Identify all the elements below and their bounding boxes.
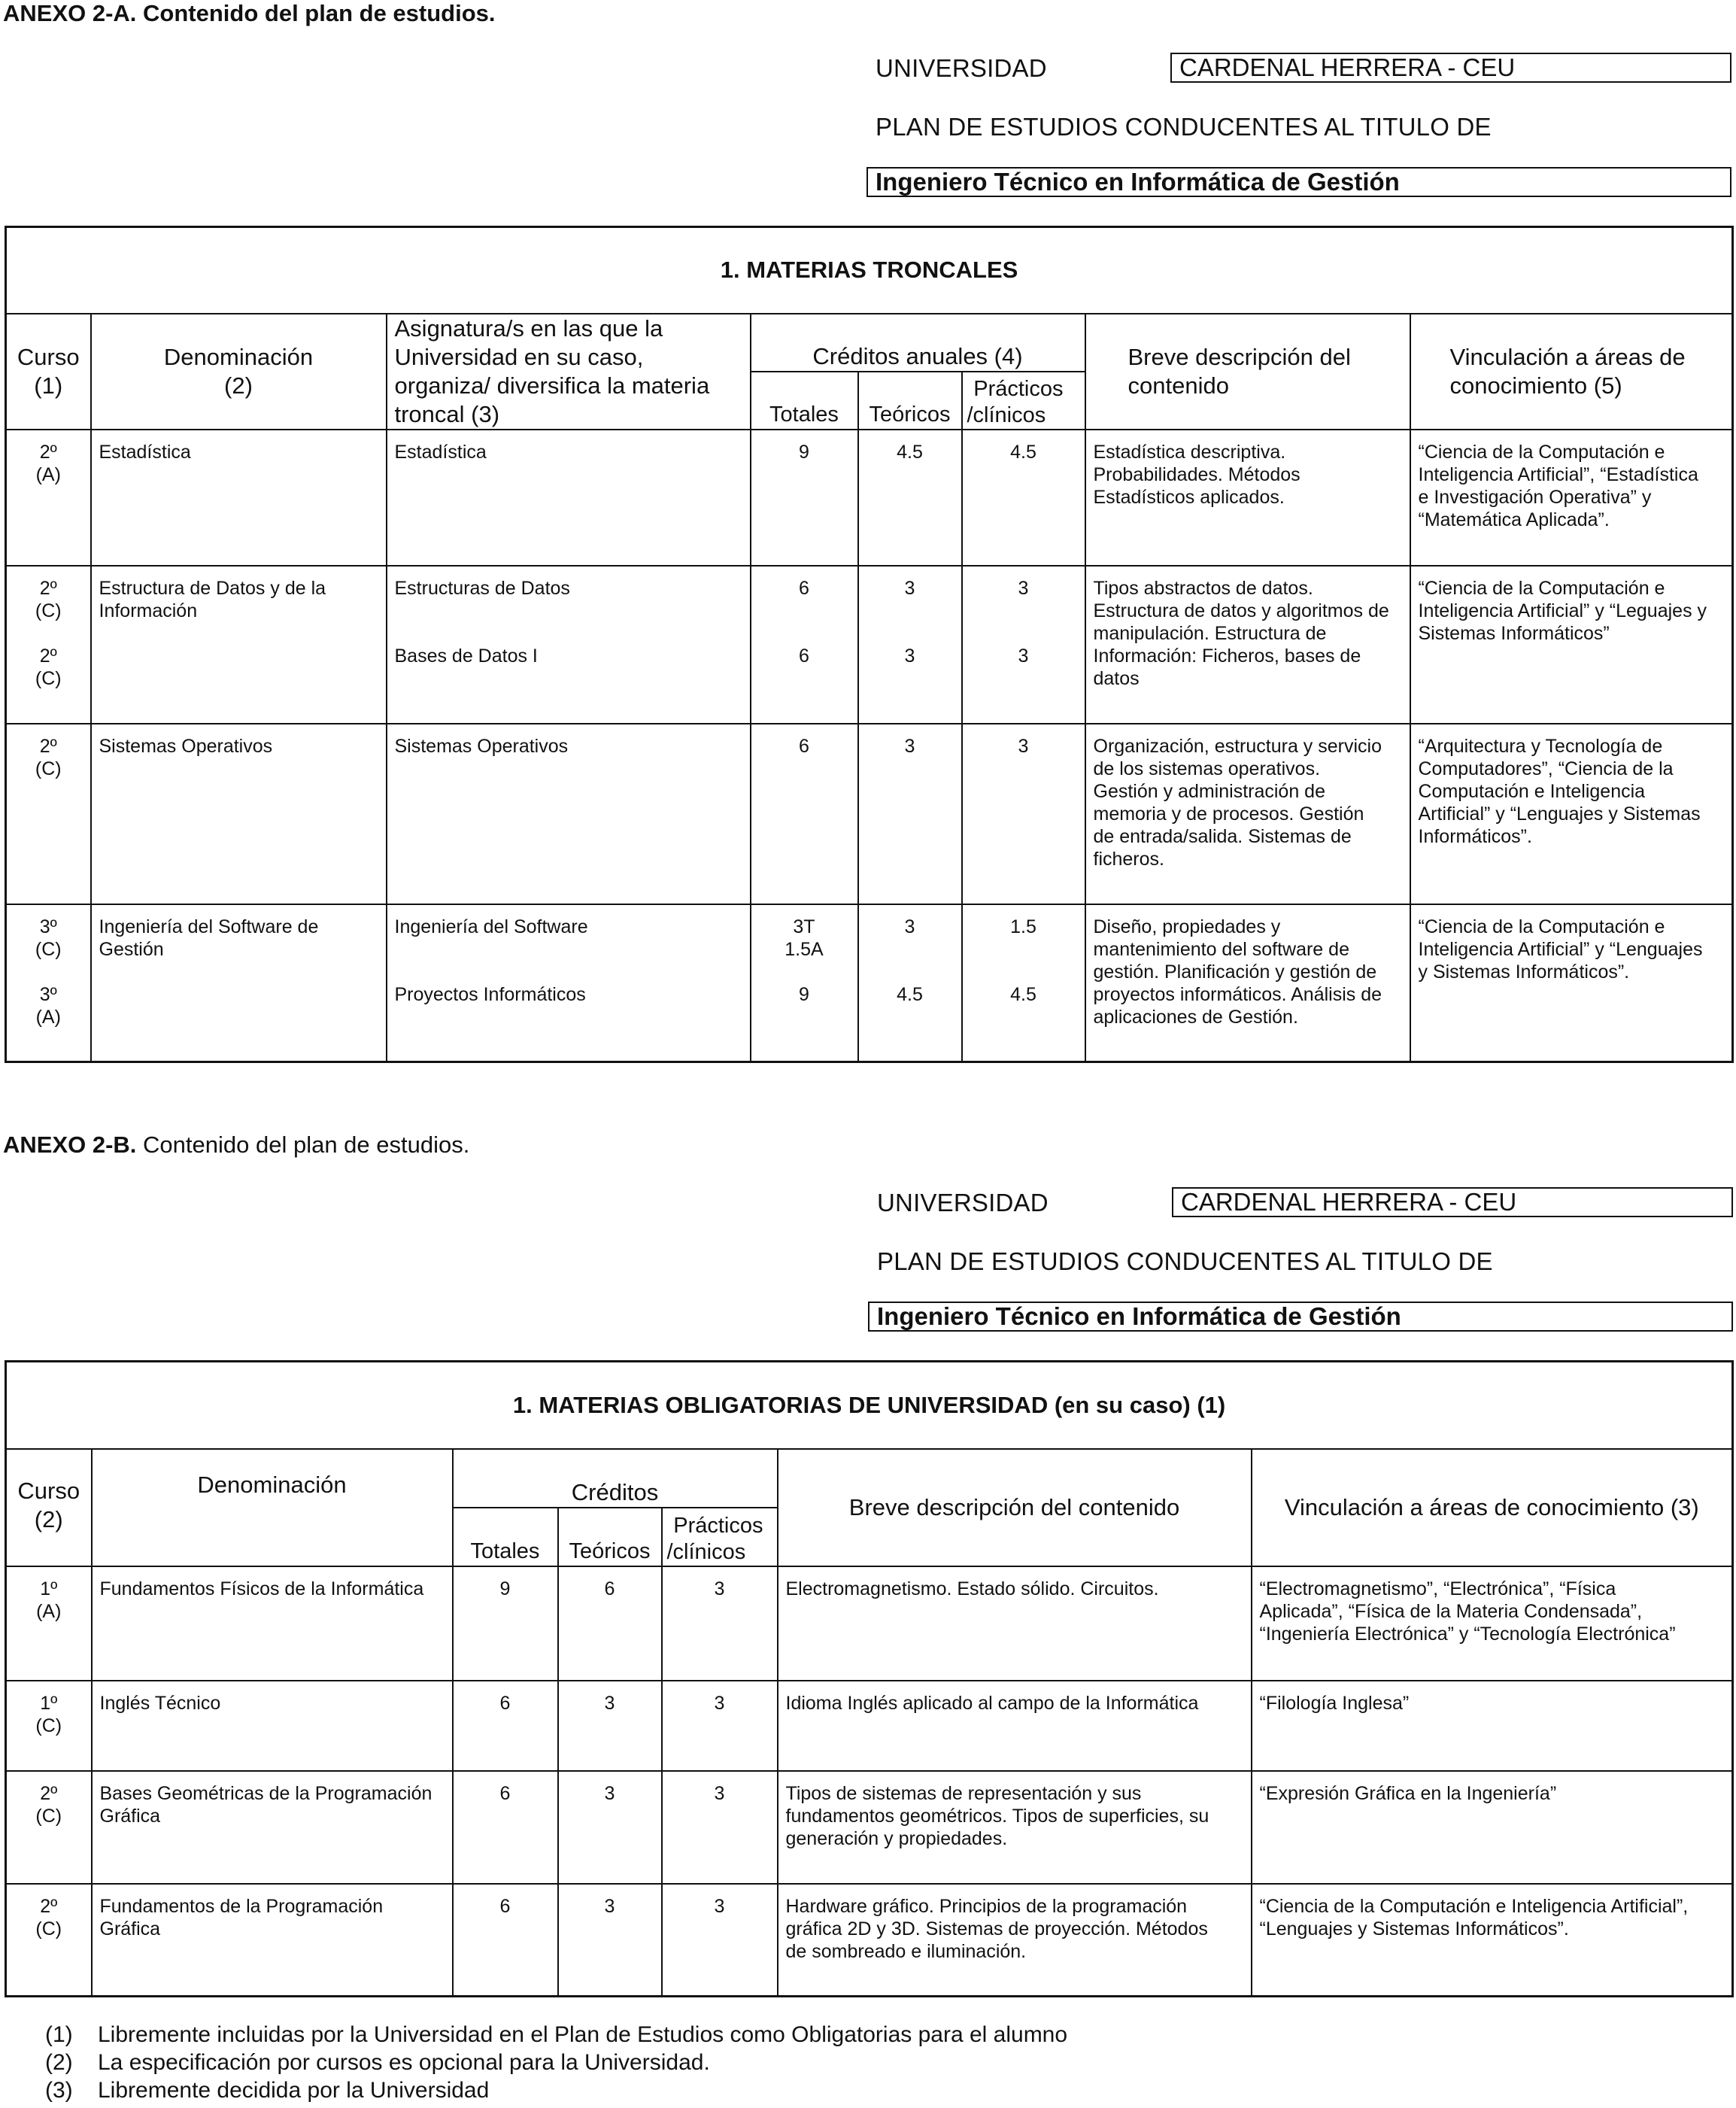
cell-line: de sombreado e iluminación. [785, 1940, 1027, 1962]
cell-line [862, 961, 958, 983]
cell-line: memoria y de procesos. Gestión [1093, 803, 1364, 825]
cell-line: 2º [40, 1895, 58, 1917]
curso-cell [6, 1681, 92, 1771]
descripcion-cell [778, 1771, 1252, 1884]
teoricos-cell [858, 724, 962, 904]
cell-line: “Ciencia de la Computación e [1418, 577, 1665, 599]
denominacion-cell [91, 724, 387, 904]
cell-line: Estadísticos aplicados. [1093, 486, 1285, 508]
cell-line: Idioma Inglés aplicado al campo de la Informática [785, 1692, 1199, 1714]
footnote-text: La especificación por cursos es opcional para la Universidad. [98, 2050, 710, 2075]
cell-line: mantenimiento del software de [1093, 938, 1349, 960]
descripcion-cell [1085, 724, 1410, 904]
cell-line: 3 [1018, 645, 1029, 667]
denominacion-cell [91, 904, 387, 1062]
cell-line: “Expresión Gráfica en la Ingeniería” [1259, 1782, 1557, 1804]
header-curso: Curso (1) [6, 314, 91, 430]
cell-line: 2º [39, 735, 57, 757]
cell-line: Inteligencia Artificial” y “Leguajes y [1418, 600, 1707, 621]
cell-line: Computación e Inteligencia [1418, 780, 1646, 802]
cell-line: (C) [35, 758, 62, 779]
cell-line: Fundamentos Físicos de la Informática [99, 1578, 424, 1599]
cell-line [966, 938, 1082, 961]
cell-line: Bases Geométricas de la Programación [99, 1782, 432, 1804]
annex-b-title: ANEXO 2-B. Contenido del plan de estudios. [3, 1131, 470, 1158]
totales-cell [751, 430, 858, 566]
cell-line: “Electromagnetismo”, “Electrónica”, “Física [1259, 1578, 1616, 1599]
cell-line: 6 [799, 645, 809, 667]
teoricos-cell: 3 [558, 1681, 662, 1771]
cell-line: 1º [40, 1578, 58, 1599]
table-row [6, 1681, 1733, 1771]
asignatura-cell [387, 430, 751, 566]
cell-line [395, 622, 742, 645]
annex-a-universidad-label: UNIVERSIDAD [876, 54, 1047, 82]
cell-line: 3 [1018, 735, 1029, 757]
header-asignatura: Asignatura/s en las que la Universidad en su caso, organiza/ diversifica la materia troncal (3) [387, 314, 751, 430]
cell-line: 2º [39, 441, 57, 463]
annex-b-table-title: 1. MATERIAS OBLIGATORIAS DE UNIVERSIDAD (en su caso) (1) [6, 1362, 1733, 1449]
cell-line: Inglés Técnico [99, 1692, 221, 1714]
cell-line: 4.5 [897, 441, 923, 463]
cell-line: (C) [35, 938, 62, 960]
header-vinculacion: Vinculación a áreas de conocimiento (3) [1252, 1449, 1733, 1566]
cell-line: Estructura de datos y algoritmos de [1093, 600, 1389, 621]
cell-line: fundamentos geométricos. Tipos de superficies, su [785, 1805, 1209, 1827]
cell-line: “Ciencia de la Computación e [1418, 441, 1665, 463]
teoricos-cell: 3 [558, 1884, 662, 1997]
cell-line: 9 [799, 983, 809, 1005]
cell-line: Diseño, propiedades y [1093, 916, 1281, 937]
footnote-item [45, 2049, 1067, 2076]
denominacion-cell [92, 1771, 453, 1884]
cell-line: Bases de Datos I [394, 645, 538, 667]
table-row [6, 904, 1733, 1062]
cell-line: (C) [35, 1715, 62, 1736]
cell-line: 3 [1018, 577, 1029, 599]
header-creditos: Créditos [453, 1449, 778, 1508]
vinculacion-cell [1252, 1771, 1733, 1884]
cell-line: y Sistemas Informáticos”. [1418, 961, 1630, 983]
practicos-cell [962, 566, 1085, 724]
annex-a-universidad-value: CARDENAL HERRERA - CEU [1170, 53, 1731, 83]
teoricos-cell: 6 [558, 1566, 662, 1681]
cell-line: (C) [35, 667, 62, 689]
cell-line [395, 600, 742, 622]
vinculacion-cell [1252, 1681, 1733, 1771]
cell-line: Proyectos Informáticos [394, 983, 586, 1005]
cell-line: 1.5 [1010, 916, 1036, 937]
denominacion-cell [91, 430, 387, 566]
cell-line [966, 961, 1082, 983]
descripcion-cell [1085, 904, 1410, 1062]
cell-line: (A) [35, 463, 61, 485]
header-totales: Totales [453, 1508, 558, 1566]
vinculacion-cell [1410, 566, 1733, 724]
annex-a-table-title: 1. MATERIAS TRONCALES [6, 227, 1733, 314]
cell-line: Informáticos”. [1418, 825, 1532, 847]
denominacion-cell [91, 566, 387, 724]
cell-line: (C) [35, 600, 62, 621]
cell-line: 3º [39, 983, 57, 1005]
annex-b-plan-label: PLAN DE ESTUDIOS CONDUCENTES AL TITULO DE [877, 1247, 1493, 1275]
totales-cell: 6 [453, 1681, 558, 1771]
totales-cell [751, 566, 858, 724]
teoricos-cell [858, 566, 962, 724]
cell-line: Artificial” y “Lenguajes y Sistemas [1418, 803, 1701, 825]
cell-line: (C) [35, 1918, 62, 1939]
annex-a-table [5, 226, 1734, 1063]
vinculacion-cell [1410, 904, 1733, 1062]
cell-line: 3 [904, 645, 915, 667]
cell-line: “Arquitectura y Tecnología de [1418, 735, 1663, 757]
cell-line: 6 [799, 735, 809, 757]
cell-line: 3 [904, 916, 915, 937]
cell-line: ficheros. [1093, 848, 1164, 870]
cell-line: gráfica 2D y 3D. Sistemas de proyección. Métodos [785, 1918, 1208, 1939]
cell-line: 2º [39, 645, 57, 667]
curso-cell [6, 904, 91, 1062]
cell-line: Tipos abstractos de datos. [1093, 577, 1313, 599]
table-row [6, 1771, 1733, 1884]
table-row [6, 430, 1733, 566]
denominacion-cell [92, 1884, 453, 1997]
cell-line: Electromagnetismo. Estado sólido. Circuitos. [785, 1578, 1159, 1599]
cell-line: 1.5A [785, 938, 824, 960]
cell-line: Sistemas Informáticos” [1418, 622, 1610, 644]
teoricos-cell: 3 [558, 1771, 662, 1884]
cell-line: datos [1093, 667, 1140, 689]
cell-line: de entrada/salida. Sistemas de [1093, 825, 1352, 847]
cell-line: Estadística [394, 441, 487, 463]
header-creditos: Créditos anuales (4) [751, 314, 1085, 372]
denominacion-cell [92, 1566, 453, 1681]
vinculacion-cell [1252, 1566, 1733, 1681]
annex-b-table [5, 1360, 1734, 1997]
cell-line: 1º [40, 1692, 58, 1714]
cell-line: “Filología Inglesa” [1259, 1692, 1410, 1714]
denominacion-cell [92, 1681, 453, 1771]
cell-line: (C) [35, 1805, 62, 1827]
cell-line [10, 961, 87, 983]
header-descripcion: Breve descripción del contenido [778, 1449, 1252, 1566]
practicos-cell [962, 724, 1085, 904]
cell-line: Ingeniería del Software de [99, 916, 319, 937]
cell-line: 2º [40, 1782, 58, 1804]
vinculacion-cell [1410, 430, 1733, 566]
header-totales: Totales [751, 372, 858, 430]
annex-b-universidad-value: CARDENAL HERRERA - CEU [1172, 1187, 1733, 1217]
header-teoricos: Teóricos [558, 1508, 662, 1566]
cell-line: de los sistemas operativos. [1093, 758, 1321, 779]
curso-cell [6, 724, 91, 904]
footnote-item [45, 2076, 1067, 2104]
table-row [6, 1884, 1733, 1997]
cell-line: Información: Ficheros, bases de [1093, 645, 1361, 667]
header-vinculacion: Vinculación a áreas de conocimiento (5) [1410, 314, 1733, 430]
footnotes [45, 2021, 1067, 2104]
header-practicos: Prácticos /clínicos [662, 1508, 778, 1566]
totales-cell [751, 724, 858, 904]
cell-line [754, 622, 854, 645]
cell-line: 3º [39, 916, 57, 937]
cell-line [966, 622, 1082, 645]
descripcion-cell [778, 1681, 1252, 1771]
teoricos-cell [858, 904, 962, 1062]
totales-cell: 6 [453, 1771, 558, 1884]
cell-line [395, 938, 742, 961]
cell-line: Estadística descriptiva. [1093, 441, 1286, 463]
header-descripcion: Breve descripción del contenido [1085, 314, 1410, 430]
practicos-cell: 3 [662, 1771, 778, 1884]
header-denominacion: Denominación [92, 1449, 453, 1566]
curso-cell [6, 430, 91, 566]
cell-line: Tipos de sistemas de representación y sus [785, 1782, 1142, 1804]
cell-line: proyectos informáticos. Análisis de [1093, 983, 1382, 1005]
cell-line: generación y propiedades. [785, 1827, 1008, 1849]
cell-line: aplicaciones de Gestión. [1093, 1006, 1298, 1028]
cell-line [966, 600, 1082, 622]
cell-line [10, 622, 87, 645]
practicos-cell: 3 [662, 1884, 778, 1997]
table-row [6, 566, 1733, 724]
table-row [6, 1566, 1733, 1681]
cell-line: 3 [904, 577, 915, 599]
footnote-number: (3) [45, 2078, 73, 2103]
totales-cell: 6 [453, 1884, 558, 1997]
cell-line [754, 961, 854, 983]
cell-line: manipulación. Estructura de [1093, 622, 1327, 644]
cell-line: Gestión [99, 938, 164, 960]
cell-line: Probabilidades. Métodos [1093, 463, 1300, 485]
curso-cell [6, 1771, 92, 1884]
cell-line: Estadística [99, 441, 191, 463]
cell-line: (A) [35, 1006, 61, 1028]
cell-line: Fundamentos de la Programación [99, 1895, 384, 1917]
cell-line: 2º [39, 577, 57, 599]
cell-line: Inteligencia Artificial”, “Estadística [1418, 463, 1698, 485]
footnote-number: (1) [45, 2022, 73, 2047]
curso-cell [6, 566, 91, 724]
vinculacion-cell [1410, 724, 1733, 904]
cell-line: 4.5 [897, 983, 923, 1005]
cell-line: Inteligencia Artificial” y “Lenguajes [1418, 938, 1703, 960]
annex-b-universidad-label: UNIVERSIDAD [877, 1189, 1049, 1217]
annex-a-titulo-value: Ingeniero Técnico en Informática de Gestión [866, 167, 1731, 197]
cell-line: e Investigación Operativa” y [1418, 486, 1652, 508]
cell-line: 9 [799, 441, 809, 463]
practicos-cell: 3 [662, 1681, 778, 1771]
practicos-cell: 3 [662, 1566, 778, 1681]
footnote-text: Libremente incluidas por la Universidad en el Plan de Estudios como Obligatorias para el alumno [98, 2022, 1068, 2047]
cell-line: Ingeniería del Software [394, 916, 588, 937]
annex-a-title: ANEXO 2-A. Contenido del plan de estudios. [3, 0, 496, 26]
footnote-text: Libremente decidida por la Universidad [98, 2078, 490, 2103]
asignatura-cell [387, 724, 751, 904]
cell-line: “Ciencia de la Computación e Inteligencia Artificial”, [1259, 1895, 1689, 1917]
cell-line: gestión. Planificación y gestión de [1093, 961, 1377, 983]
asignatura-cell [387, 566, 751, 724]
cell-line: Computadores”, “Ciencia de la [1418, 758, 1674, 779]
cell-line: Gráfica [99, 1805, 161, 1827]
footnote-number: (2) [45, 2050, 73, 2075]
descripcion-cell [778, 1884, 1252, 1997]
annex-b-titulo-value: Ingeniero Técnico en Informática de Gestión [868, 1302, 1733, 1332]
vinculacion-cell [1252, 1884, 1733, 1997]
cell-line: Estructura de Datos y de la [99, 577, 326, 599]
cell-line: 3T [793, 916, 815, 937]
curso-cell [6, 1884, 92, 1997]
asignatura-cell [387, 904, 751, 1062]
cell-line [862, 622, 958, 645]
cell-line: Sistemas Operativos [394, 735, 569, 757]
cell-line: Hardware gráfico. Principios de la programación [785, 1895, 1188, 1917]
cell-line [862, 938, 958, 961]
cell-line: 6 [799, 577, 809, 599]
cell-line: (A) [36, 1600, 62, 1622]
cell-line: Gráfica [99, 1918, 161, 1939]
cell-line: Organización, estructura y servicio [1093, 735, 1382, 757]
totales-cell: 9 [453, 1566, 558, 1681]
cell-line [395, 961, 742, 983]
header-denominacion: Denominación (2) [91, 314, 387, 430]
cell-line: “Ingeniería Electrónica” y “Tecnología Electrónica” [1259, 1623, 1676, 1645]
cell-line: Estructuras de Datos [394, 577, 570, 599]
cell-line: 4.5 [1010, 441, 1036, 463]
cell-line: “Ciencia de la Computación e [1418, 916, 1665, 937]
header-teoricos: Teóricos [858, 372, 962, 430]
descripcion-cell [778, 1566, 1252, 1681]
header-practicos: Prácticos /clínicos [962, 372, 1085, 430]
header-curso: Curso (2) [6, 1449, 92, 1566]
practicos-cell [962, 430, 1085, 566]
descripcion-cell [1085, 566, 1410, 724]
practicos-cell [962, 904, 1085, 1062]
cell-line: Gestión y administración de [1093, 780, 1325, 802]
cell-line: “Lenguajes y Sistemas Informáticos”. [1259, 1918, 1569, 1939]
teoricos-cell [858, 430, 962, 566]
cell-line: Sistemas Operativos [99, 735, 273, 757]
cell-line: Información [99, 600, 198, 621]
cell-line [754, 600, 854, 622]
totales-cell [751, 904, 858, 1062]
annex-a-plan-label: PLAN DE ESTUDIOS CONDUCENTES AL TITULO DE [876, 113, 1492, 141]
cell-line: 3 [904, 735, 915, 757]
cell-line [862, 600, 958, 622]
curso-cell [6, 1566, 92, 1681]
cell-line: Aplicada”, “Física de la Materia Condensada”, [1259, 1600, 1643, 1622]
table-row [6, 724, 1733, 904]
footnote-item [45, 2021, 1067, 2049]
cell-line: 4.5 [1010, 983, 1036, 1005]
descripcion-cell [1085, 430, 1410, 566]
cell-line: “Matemática Aplicada”. [1418, 509, 1610, 530]
